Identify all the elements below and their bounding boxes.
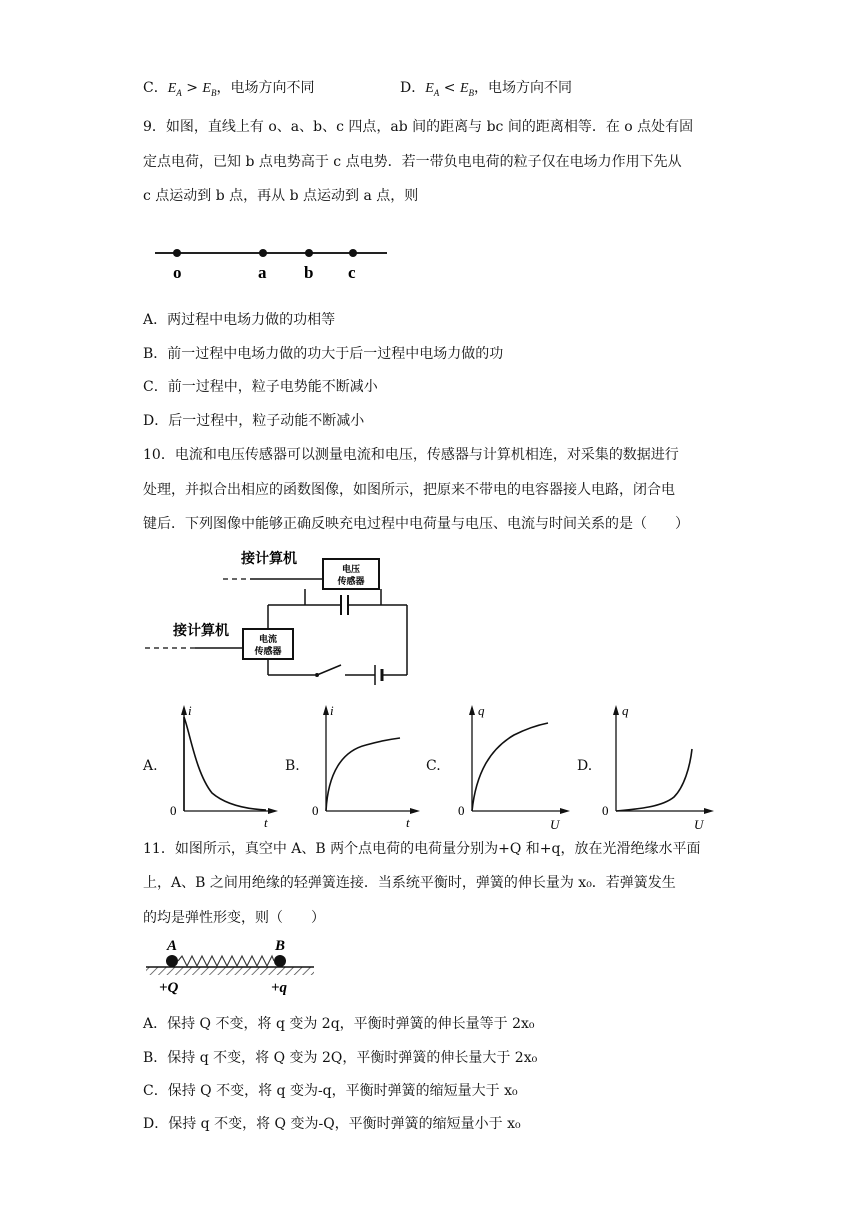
svg-text:t: t: [406, 815, 410, 830]
svg-text:+q: +q: [271, 980, 288, 996]
svg-text:U: U: [550, 817, 560, 832]
q11-stem-line-1: 11．如图所示，真空中 A、B 两个点电荷的电荷量分别为+Q 和+q，放在光滑绝缘水平面: [143, 841, 701, 857]
graph-d-letter: D.: [577, 758, 593, 774]
q9-stem-line-1: 9．如图，直线上有 o、a、b、c 四点，ab 间的距离与 bc 间的距离相等．在 o 点处有固: [143, 119, 694, 135]
graph-a-curve: [184, 717, 266, 811]
ground-hatch: [146, 967, 314, 975]
q11-option-a: A．保持 Q 不变，将 q 变为 2q，平衡时弹簧的伸长量等于 2x₀: [143, 1016, 535, 1032]
q10-stem-line-2: 处理，并拟合出相应的函数图像，如图所示，把原来不带电的电容器接人电路，闭合电: [143, 482, 675, 498]
graph-c-letter: C.: [426, 758, 441, 774]
q9-option-a: A．两过程中电场力做的功相等: [143, 312, 336, 328]
svg-text:电压: 电压: [341, 564, 361, 574]
point-o: [173, 249, 181, 257]
q11-stem-line-3: 的均是弹性形变，则（ ）: [143, 910, 325, 926]
charge-a: [166, 955, 178, 967]
label-a: a: [258, 263, 267, 282]
graph-c-curve: [472, 723, 548, 811]
computer-label-1: 接计算机: [241, 552, 297, 567]
svg-text:传感器: 传感器: [254, 646, 282, 656]
graph-a-letter: A.: [143, 758, 158, 774]
graph-b-letter: B.: [285, 758, 300, 774]
label-b: b: [304, 263, 314, 282]
q10-stem-line-1: 10．电流和电压传感器可以测量电流和电压，传感器与计算机相连，对采集的数据进行: [143, 447, 679, 463]
graph-a: [166, 703, 276, 828]
q9-option-b: B．前一过程中电场力做的功大于后一过程中电场力做的功: [143, 346, 504, 362]
svg-text:t: t: [264, 815, 268, 830]
svg-text:U: U: [694, 817, 704, 832]
svg-text:+Q: +Q: [159, 980, 179, 996]
svg-text:0: 0: [458, 803, 465, 818]
point-c: [349, 249, 357, 257]
spring: [178, 956, 274, 966]
q8-option-c: C．$E_A > E_B$，电场方向不同: [143, 80, 315, 98]
svg-text:A: A: [167, 938, 178, 954]
graph-c: [454, 703, 569, 832]
svg-text:B: B: [275, 938, 286, 954]
svg-text:i: i: [188, 703, 192, 718]
q10-circuit-figure: [145, 543, 415, 693]
svg-text:i: i: [330, 703, 334, 718]
q11-option-b: B．保持 q 不变，将 Q 变为 2Q，平衡时弹簧的伸长量大于 2x₀: [143, 1050, 538, 1066]
svg-text:0: 0: [602, 803, 609, 818]
q11-stem-line-2: 上，A、B 之间用绝缘的轻弹簧连接．当系统平衡时，弹簧的伸长量为 x₀．若弹簧发生: [143, 875, 676, 891]
point-b: [305, 249, 313, 257]
graph-d-curve: [616, 749, 692, 811]
q9-option-d: D．后一过程中，粒子动能不断减小: [143, 413, 365, 429]
svg-text:传感器: 传感器: [337, 576, 365, 586]
q11-spring-figure: [146, 936, 326, 1006]
q11-option-c: C．保持 Q 不变，将 q 变为-q，平衡时弹簧的缩短量大于 x₀: [143, 1083, 518, 1099]
label-o: o: [173, 263, 182, 282]
q9-option-c: C．前一过程中，粒子电势能不断减小: [143, 379, 378, 395]
graph-b-curve: [326, 738, 400, 811]
label-c: c: [348, 263, 356, 282]
point-a: [259, 249, 267, 257]
graph-d: [598, 703, 713, 832]
svg-text:0: 0: [312, 803, 319, 818]
switch: [317, 665, 341, 675]
charge-b: [274, 955, 286, 967]
q10-stem-line-3: 键后．下列图像中能够正确反映充电过程中电荷量与电压、电流与时间关系的是（ ）: [143, 516, 689, 532]
computer-label-2: 接计算机: [173, 624, 229, 639]
q9-line-figure: [155, 243, 395, 283]
svg-text:q: q: [478, 703, 485, 718]
graph-b: [308, 703, 418, 828]
q11-option-d: D．保持 q 不变，将 Q 变为-Q，平衡时弹簧的缩短量小于 x₀: [143, 1116, 521, 1132]
q8-option-d: D．$E_A < E_B$，电场方向不同: [400, 80, 572, 98]
q9-stem-line-2: 定点电荷，已知 b 点电势高于 c 点电势．若一带负电电荷的粒子仅在电场力作用下先从: [143, 154, 682, 170]
q9-stem-line-3: c 点运动到 b 点，再从 b 点运动到 a 点，则: [143, 188, 419, 204]
svg-text:0: 0: [170, 803, 177, 818]
svg-text:电流: 电流: [258, 634, 278, 644]
svg-text:q: q: [622, 703, 629, 718]
